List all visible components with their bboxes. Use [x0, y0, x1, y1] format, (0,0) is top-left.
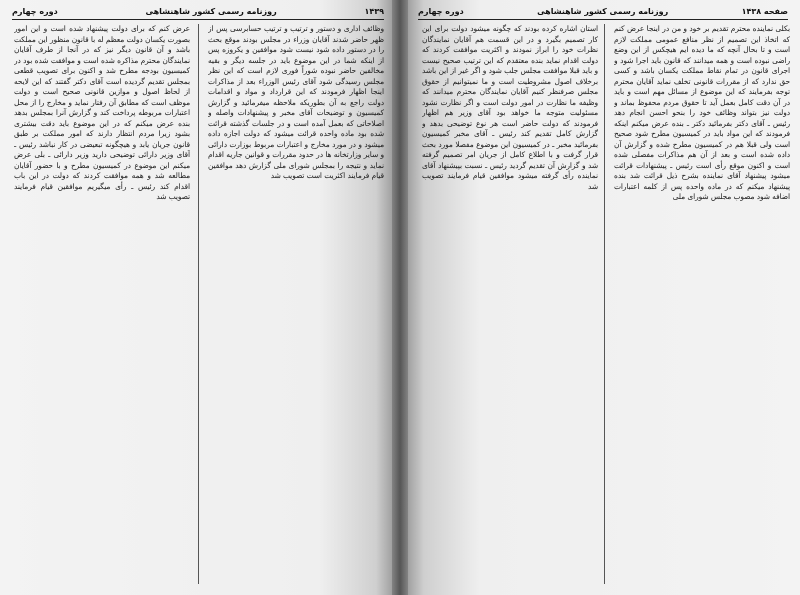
left-page-number: ۱۴۳۹ — [364, 6, 384, 16]
left-column-divider — [198, 24, 199, 584]
right-page-title: روزنامه رسمی کشور شاهنشاهی — [537, 6, 669, 16]
right-page-header — [418, 4, 788, 18]
right-header-rule — [418, 19, 788, 20]
left-header-rule — [12, 19, 384, 20]
left-page-period: دوره چهارم — [12, 6, 58, 16]
right-page-period: دوره چهارم — [418, 6, 464, 16]
left-page-column-left: عرض کنم که برای دولت پیشنهاد شده است و این امور بصورت یکسان دولت معظم له با قانون منظور این مملکت باشد و آن قانون دیگر نیز که در آنجا از طرف آقایان نمایندگان محترم مذاکره شده است و موافقت شده بود در کمیسیون بودجه مطرح شد و اکنون برای تصویب قطعی بمجلس تقدیم گردیده است آقای دکتر گفتند که این لایحه از لحاظ اصول و موازین قانونی صحیح است و دولت موظف است که مطابق آن رفتار نماید و مخارج را از محل اعتبارات مربوطه پرداخت کند و گزارش آنرا بمجلس بدهد بنده عرض میکنم که در این موضوع باید دقت بیشتری بشود زیرا مردم انتظار دارند که امور مملکت بر طبق قانون جریان یابد و هیچگونه تبعیضی در کار نباشد رئیس ـ آقای وزیر دارائی توضیحی دارید وزیر دارائی ـ بلی عرض میکنم این موضوع در کمیسیون مطرح و با حضور آقایان مطالعه شد و همه موافقت کردند که دولت در این باب اقدام کند رئیس ـ رأی میگیریم موافقین قیام فرمایند تصویب شد — [14, 24, 190, 201]
right-page-column-left: استان اشاره کرده بودند که چگونه میشود دولت برای این کار تصمیم بگیرد و در این قسمت هم آقایان نمایندگان نظرات خود را ابراز نمودند و اکثریت موافقت کردند که دولت اقدام نماید بنده معتقدم که این ترتیب صحیح نیست و باید قبلا موافقت مجلس جلب شود و اگر غیر از این باشد برخلاف اصول مشروطیت است و ما نمیتوانیم از حقوق مجلس صرفنظر کنیم آقایان نمایندگان محترم میدانند که وظیفه ما نظارت در امور دولت است و اگر نظارت نشود مسئولیت متوجه ما خواهد بود آقای وزیر هم اظهار فرمودند که دولت حاضر است هر نوع توضیحی بدهد و گزارش کامل تقدیم کند رئیس ـ آقای مخبر کمیسیون بفرمائید مخبر ـ در کمیسیون این موضوع مفصلا مورد بحث قرار گرفت و با اطلاع کامل از جریان امر تصمیم گرفته شد و گزارش آن تقدیم گردید رئیس ـ نسبت بپیشنهاد آقای نماینده رأی گرفته میشود موافقین قیام فرمایند تصویب شد — [422, 24, 598, 191]
left-page-title: روزنامه رسمی کشور شاهنشاهی — [145, 6, 277, 16]
right-page — [400, 0, 800, 595]
right-page-column-right: بکلی نماینده محترم تقدیم بر خود و من در اینجا عرض کنم که اتخاذ این تصمیم از نظر منافع عمومی مملکت لازم است و تا بحال آنچه که ما دیده ایم هیچکس از این وضع راضی نبوده است و همه میدانند که قانون باید اجرا شود و اجرای قانون در تمام نقاط مملکت یکسان باشد و کسی حق ندارد که از مقررات قانونی تخلف نماید آقایان محترم توجه بفرمایند که این موضوع از مسائل مهم است و باید در آن دقت کامل بعمل آید تا حقوق مردم محفوظ بماند و دولت نیز بتواند وظائف خود را بنحو احسن انجام دهد رئیس ـ آقای دکتر بفرمائید دکتر ـ بنده عرض میکنم اینکه فرمودند که این مواد باید در کمیسیون مطرح شود صحیح است ولی قبلا هم در کمیسیون مطرح شده و گزارش آن داده شده است و بعد از آن هم مذاکرات مفصلی شده است و اکنون موقع رأی است رئیس ـ پیشنهادات قرائت میشود پیشنهاد آقای نماینده بشرح ذیل قرائت شد بنده پیشنهاد میکنم که در ماده واحده پس از کلمه اعتبارات اضافه شود مصوب مجلس شورای ملی — [614, 24, 790, 201]
left-page-column-right: وظائف اداری و دستور و ترتیب و ترتیب حسابرسی پس از ظهر حاضر شدند آقایان وزراء در مجلس بودند موقع بحث را در دستور داده شود نیست شود موافقین و یکروزه پس از اینکه شما در این موضوع باید در جلسه دیگر و بقیه مخالفین حاضر نبوده شوراً فوری لازم است که این نظر مجلس رسیدگی شود آقای رئیس الوزراء بعد از مذاکرات اینجا اظهار فرمودند که این قرارداد و مواد و اقدامات دولت راجع به آن بطوریکه ملاحظه میفرمائید و گزارش کمیسیون و توضیحات آقای مخبر و پیشنهادات واصله و اصلاحاتی که بعمل آمده است و در جلسات گذشته قرائت شده بود ماده واحده قرائت میشود که دولت اجازه داده میشود و در مورد مخارج و اعتبارات مربوط بوزارت دارائی و سایر وزارتخانه ها در حدود مقررات و قوانین جاریه اقدام نماید و نتیجه را بمجلس شورای ملی گزارش دهد موافقین قیام فرمایند اکثریت است تصویب شد — [208, 24, 384, 180]
right-column-divider — [604, 24, 605, 584]
book-gutter-shadow — [392, 0, 408, 595]
right-page-number: صفحه ۱۴۳۸ — [741, 6, 788, 16]
left-page-header — [12, 4, 384, 18]
